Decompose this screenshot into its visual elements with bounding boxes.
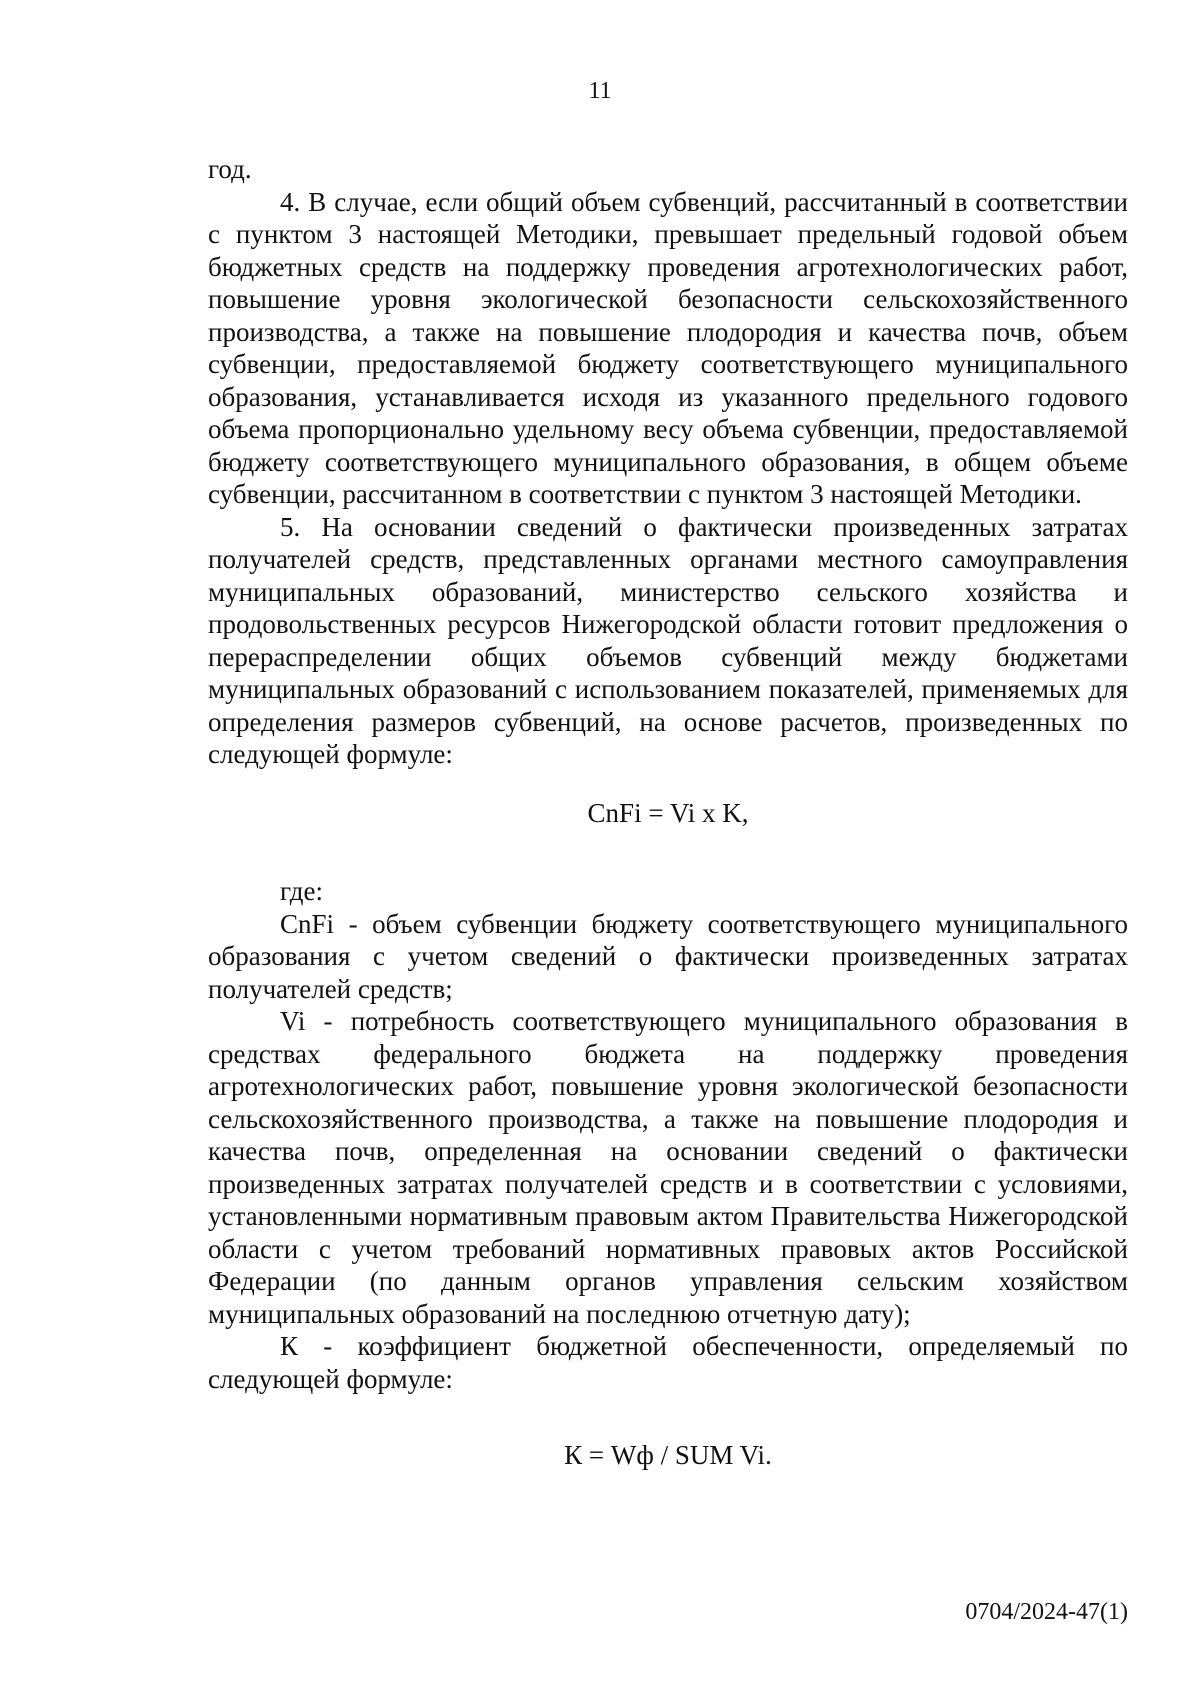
definition-cnfi: CnFi - объем субвенции бюджету соответствующего муниципального образования с учетом сведений о фактически произведенных затратах получателей средств; — [208, 908, 1128, 1004]
paragraph-item-5: 5. На основании сведений о фактически произведенных затратах получателей средств, представленных органами местного самоуправления муниципальных образований, министерство сельского хозяйства и продовольственных ресурсов Нижегородской области готовит предложения о перераспределении общих объемов субвенций между бюджетами муниципальных образований с использованием показателей, применяемых для определения размеров субвенций, на основе расчетов, произведенных по следующей формуле: — [208, 511, 1128, 769]
definition-k: К - коэффициент бюджетной обеспеченности, определяемый по следующей формуле: — [208, 1331, 1128, 1394]
document-body — [208, 153, 1128, 1472]
paragraph-continuation: год. — [208, 154, 252, 184]
paragraph-item-4: 4. В случае, если общий объем субвенций, рассчитанный в соответствии с пунктом 3 настоящей Методики, превышает предельный годовой объем бюджетных средств на поддержку проведения агротехнологических работ, повышение уровня экологической безопасности сельскохозяйственного производства, а также на повышение плодородия и качества почв, объем субвенции, предоставляемой бюджету соответствующего муниципального образования, устанавливается исходя из указанного предельного годового объема пропорционально удельному весу объема субвенции, предоставляемой бюджету соответствующего муниципального образования, в общем объеме субвенции, рассчитанном в соответствии с пунктом 3 настоящей Методики. — [208, 186, 1128, 509]
definition-vi: Vi - потребность соответствующего муниципального образования в средствах федерального бюджета на поддержку проведения агротехнологических работ, повышение уровня экологической безопасности сельскохозяйственного производства, а также на повышение плодородия и качества почв, определенная на основании сведений о фактически произведенных затратах получателей средств и в соответствии с условиями, установленными нормативным правовым актом Правительства Нижегородской области с учетом требований нормативных правовых актов Российской Федерации (по данным органов управления сельским хозяйством муниципальных образований на последнюю отчетную дату); — [208, 1006, 1128, 1329]
where-label: где: — [280, 876, 323, 906]
formula-k: К = Wф / SUM Vi. — [564, 1440, 772, 1470]
page-number: 11 — [588, 78, 612, 104]
formula-cnfi: CnFi = Vi x K, — [587, 797, 749, 828]
document-number: 0704/2024-47(1) — [965, 1599, 1128, 1625]
